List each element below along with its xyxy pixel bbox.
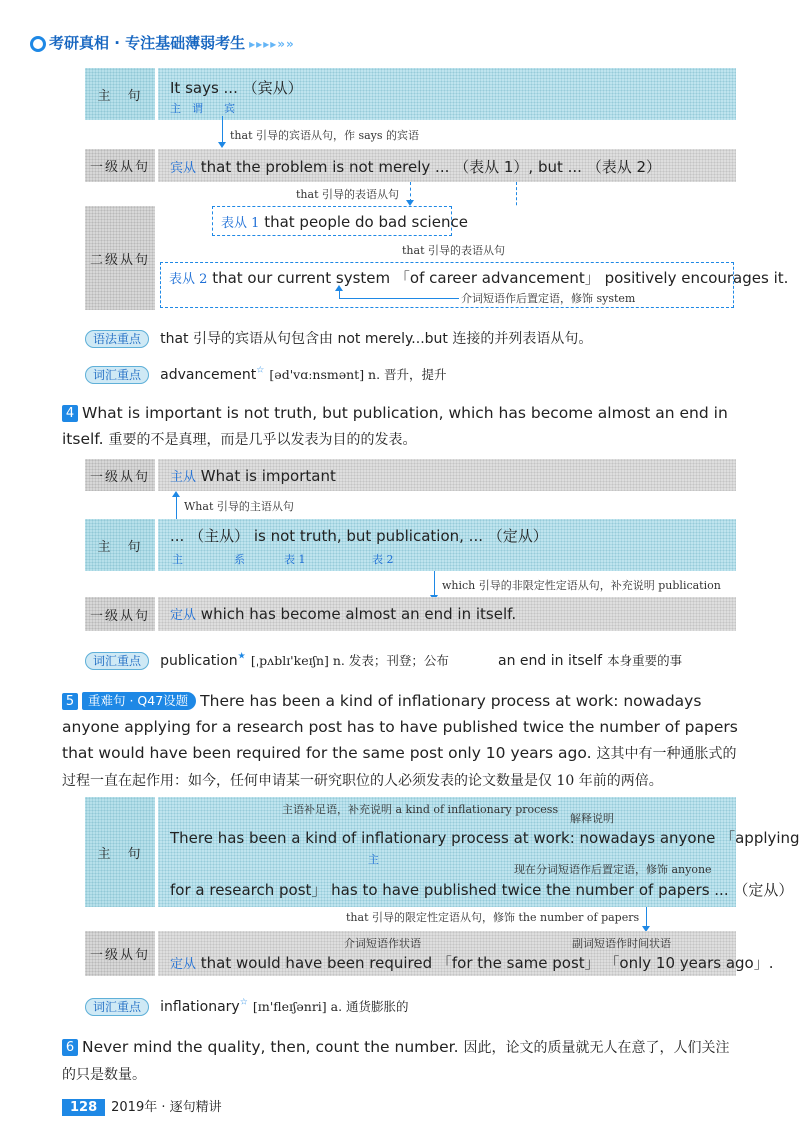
s5-vocab-word: inflationary — [160, 999, 240, 1015]
s3-grammar-row — [85, 328, 592, 348]
s5-l1-box — [158, 931, 774, 976]
s4-vocab-def: [ˌpʌblɪ'keɪʃn] n. 发表；刊登；公布 — [250, 653, 449, 668]
s4-vocab-word: publication — [160, 653, 238, 669]
s3-l1-sentence: that the problem is not merely ... （表从 1）, but ... （表从 2） — [200, 158, 662, 176]
s5-line1: There has been a kind of inflationary process at work: nowadays anyone 「applying — [170, 829, 800, 847]
s4-tag-pred2: 表 2 — [372, 553, 394, 566]
s3-arrow1-head — [218, 142, 226, 148]
p5-cn: 这其中有一种通胀式的过程一直在起作用：如今，任何申请某一研究职位的人必须发表的论文数量是仅 10 年前的两倍。 — [62, 746, 737, 789]
s3-main-box — [158, 68, 736, 120]
s5-arrow-line — [646, 907, 647, 927]
footer-title: 2019年 · 逐句精讲 — [111, 1100, 222, 1115]
s4-vocab-word2: an end in itself — [498, 653, 603, 669]
s3-note1: that 引导的宾语从句，作 says 的宾语 — [230, 129, 420, 142]
s4-l1-box — [158, 459, 736, 491]
s5-note-link: that 引导的限定性定语从句，修饰 the number of papers — [346, 911, 640, 924]
p5-number: 5 — [62, 693, 78, 710]
page-header — [30, 32, 295, 53]
p4-paragraph — [62, 400, 742, 453]
s4-vocab-row2 — [498, 650, 682, 669]
s5-note-adv2: 副词短语作时间状语 — [572, 937, 671, 950]
s3-main-label: 主 句 — [85, 68, 155, 120]
s5-line2: for a research post」 has to have published twice the number of papers ... （定从） — [170, 881, 794, 899]
p5-paragraph — [62, 688, 742, 794]
s5-main-box — [158, 797, 800, 907]
s5-note-mid: 现在分词短语作后置定语，修饰 anyone — [514, 863, 712, 876]
s4-main-label: 主 句 — [85, 519, 155, 571]
search-logo-icon — [30, 36, 46, 52]
s3-l1-prefix: 宾从 — [170, 161, 197, 176]
s5-l1-prefix: 定从 — [170, 957, 197, 972]
p5-flag-badge: 重难句 · Q47设题 — [82, 692, 196, 710]
p6-paragraph — [62, 1034, 742, 1088]
s4-l1-label: 一级从句 — [85, 459, 155, 491]
s3-grammar-pill: 语法重点 — [85, 330, 149, 348]
header-arrows-icon: ▸▸▸▸»» — [249, 37, 295, 51]
s3-vocab-pill: 词汇重点 — [85, 366, 149, 384]
s3-vocab-word: advancement — [160, 367, 257, 383]
s3-l2b-prefix: 表从 2 — [169, 272, 208, 287]
s5-main-label: 主 句 — [85, 797, 155, 907]
s5-l1-sentence: that would have been required 「for the same post」 「only 10 years ago」. — [200, 954, 774, 972]
s3-l2b-dashed-box — [160, 262, 789, 308]
s3-arrow1-line — [222, 116, 223, 142]
s4-arrow2-line — [434, 571, 435, 595]
s3-arrow4-hline — [339, 298, 459, 299]
s3-l2-label: 二级从句 — [85, 206, 155, 310]
s4-l2-box — [158, 597, 736, 631]
s3-l2a-prefix: 表从 1 — [221, 216, 260, 231]
page-footer — [62, 1096, 222, 1116]
page-number: 128 — [62, 1099, 105, 1116]
s3-grammar-text: that 引导的宾语从句包含由 not merely...but 连接的并列表语从句。 — [160, 331, 593, 347]
s4-note1: What 引导的主语从句 — [184, 500, 294, 513]
s5-note-top: 主语补足语，补充说明 a kind of inflationary process — [282, 803, 559, 816]
p4-cn: 重要的不是真理，而是几乎以发表为目的的发表。 — [108, 432, 417, 448]
p4-text: What is important is not truth, but publication, which has become almost an end in itself. — [62, 404, 728, 448]
s4-l1-sentence: What is important — [200, 467, 336, 485]
s4-l2-prefix: 定从 — [170, 608, 197, 623]
s3-main-sentence: It says ... （宾从） — [170, 79, 303, 97]
s5-tag-main: 主 — [368, 853, 379, 866]
s4-vocab-def2: 本身重要的事 — [607, 653, 683, 668]
s3-vocab-def: [əd'vɑːnsmənt] n. 晋升，提升 — [269, 367, 447, 382]
s4-tag-linking: 系 — [234, 553, 245, 566]
s3-l2a-sentence: that people do bad science — [264, 213, 468, 231]
s5-vocab-pill: 词汇重点 — [85, 998, 149, 1016]
s3-l1-box — [158, 149, 736, 182]
s3-note3: that 引导的表语从句 — [402, 244, 505, 257]
s3-arrow4-head — [335, 285, 343, 291]
s4-tag-subject: 主 — [172, 553, 183, 566]
s3-vocab-mark: ☆ — [256, 365, 265, 376]
s3-vocab-row — [85, 364, 447, 383]
s3-main-tag-subject: 主 — [170, 102, 181, 115]
s3-main-tag-object: 宾 — [224, 102, 235, 115]
s4-vocab-row — [85, 650, 449, 669]
p5-text: There has been a kind of inflationary process at work: nowadays anyone applying for a research post has to have published twice the number of papers that would have been required for the same post only 10 years ago. — [62, 692, 738, 762]
p6-text: Never mind the quality, then, count the number. — [82, 1038, 459, 1056]
s4-l1-prefix: 主从 — [170, 470, 197, 485]
s3-note4: 介词短语作后置定语，修饰 system — [461, 292, 636, 305]
s3-main-tag-verb: 谓 — [192, 102, 203, 115]
s5-vocab-def: [ɪn'fleɪʃənri] a. 通货膨胀的 — [252, 999, 409, 1014]
s3-l2b-sentence: that our current system 「of career advancement」 positively encourages it. — [212, 269, 789, 287]
s4-main-box — [158, 519, 736, 571]
s4-arrow1-line — [176, 495, 177, 519]
s3-arrow2-line — [410, 182, 411, 202]
s5-vocab-row — [85, 996, 409, 1015]
s3-l2a-dashed-box — [212, 206, 468, 236]
s5-l1-label: 一级从句 — [85, 931, 155, 976]
s4-note2: which 引导的非限定性定语从句，补充说明 publication — [442, 579, 721, 592]
p6-number: 6 — [62, 1039, 78, 1056]
s3-note2: that 引导的表语从句 — [296, 188, 399, 201]
s5-vocab-mark: ☆ — [239, 997, 248, 1008]
s3-l1-label: 一级从句 — [85, 149, 155, 182]
s4-l2-sentence: which has become almost an end in itself. — [200, 605, 517, 623]
s4-main-sentence: ... （主从） is not truth, but publication, ... （定从） — [170, 527, 548, 545]
s5-note-adv1: 介词短语作状语 — [344, 937, 421, 950]
s5-note-explain: 解释说明 — [570, 812, 614, 825]
s4-tag-pred1: 表 1 — [284, 553, 306, 566]
header-brand: 考研真相 · 专注基础薄弱考生 — [49, 34, 246, 52]
s4-vocab-pill: 词汇重点 — [85, 652, 149, 670]
s4-vocab-mark: ★ — [237, 651, 246, 662]
s4-l2-label: 一级从句 — [85, 597, 155, 631]
p4-number: 4 — [62, 405, 78, 422]
p6-cn: 因此，论文的质量就无人在意了，人们关注的只是数量。 — [62, 1040, 730, 1083]
